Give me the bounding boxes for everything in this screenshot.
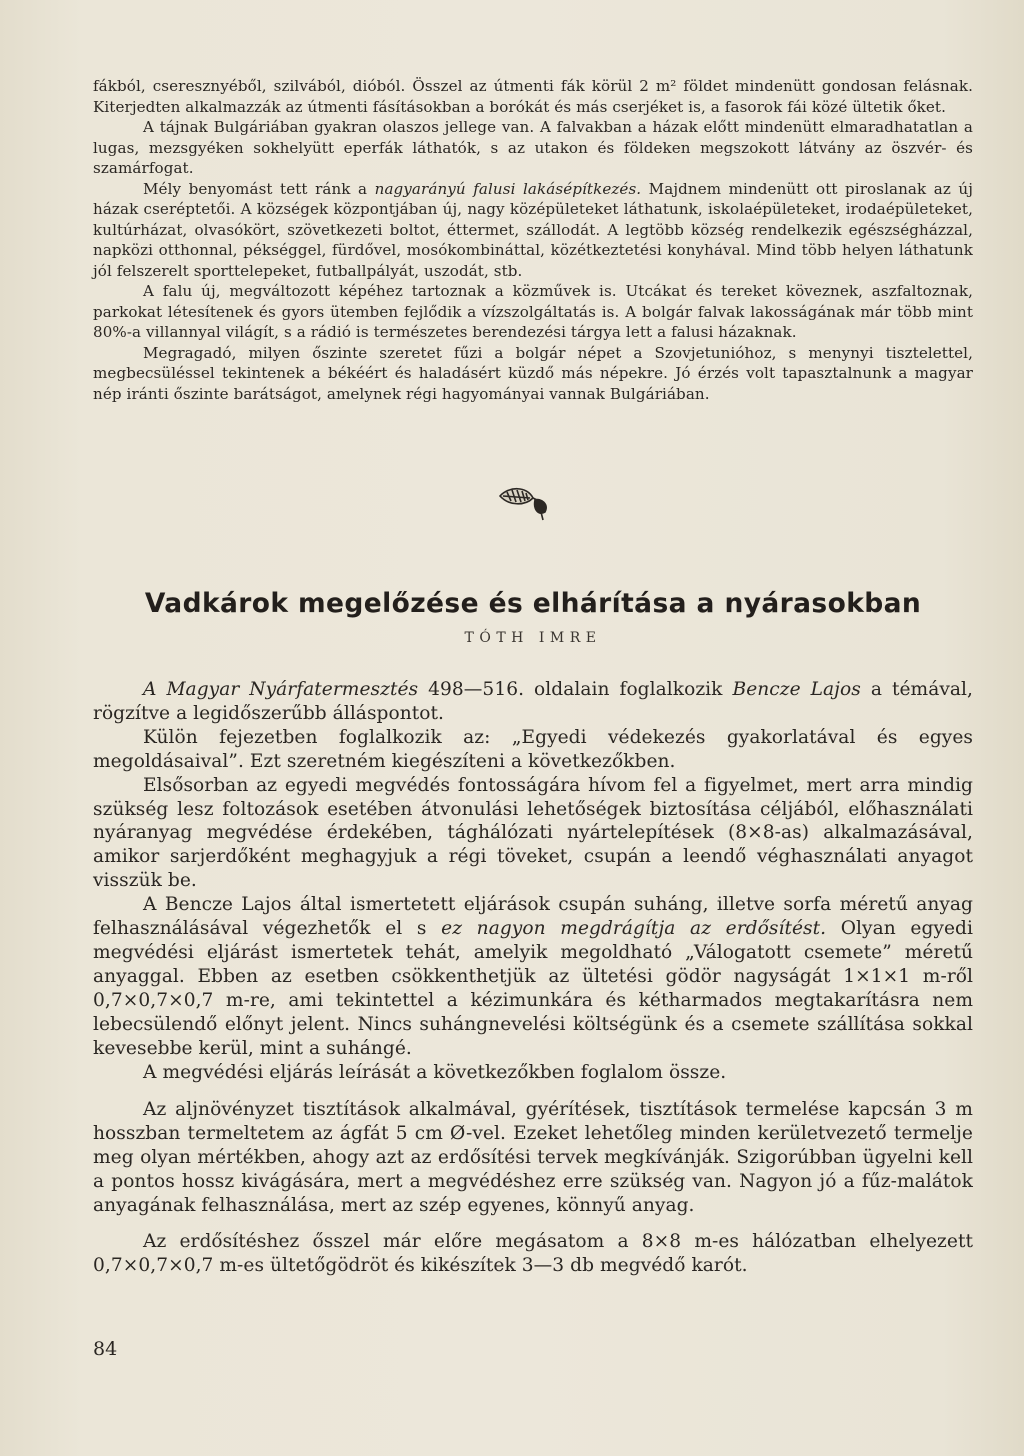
previous-article-text: [93, 76, 973, 404]
paragraph: A megvédési eljárás leírását a következőkben foglalom össze.: [143, 1061, 727, 1083]
paragraph: A tájnak Bulgáriában gyakran olaszos jellege van. A falvakban a házak előtt mindenütt elmaradhatatlan a lugas, mezsgyéken sokhelyütt eperfák láthatók, s az utakon és földeken megszokott látvány az öszvér- és szamárfogat.: [93, 118, 973, 177]
emphasis: Bencze Lajos: [732, 679, 861, 700]
article-title: Vadkárok megelőzése és elhárítása a nyárasokban: [144, 588, 922, 619]
article-body: [93, 678, 973, 1278]
paragraph: Megragadó, milyen őszinte szeretet fűzi a bolgár népet a Szovjetunióhoz, s menynyi tisztelettel, megbecsüléssel tekintenek a békéért és haladásért küzdő más népekre. Jó érzés volt tapasztalnunk a magyar nép iránti őszinte barátságot, amelynek régi hagyományai vannak Bulgáriában.: [93, 343, 973, 403]
text-run: Majdnem mindenütt ott piroslanak az új házak cseréptetői. A községek központjában új, nagy középületeket láthatunk, iskolaépületeket, irodaépületeket, kultúrházat, olvasókört, szövetkezeti boltot, éttermet, szállodát. A legtöbb község rendelkezik egészségházzal, napközi otthonnal, pékséggel, fürdővel, mosókombináttal, közétkeztetési konyhával. Mind több helyen láthatunk jól felszerelt sporttelepeket, futballpályát, uszodát, stb.: [93, 179, 973, 280]
text-run: A Bencze Lajos által ismertetett eljárások csupán suháng, illetve sorfa méretű anyag felhasználásával végezhetők el s: [93, 894, 973, 940]
paragraph: Külön fejezetben foglalkozik az: „Egyedi védekezés gyakorlatával és egyes megoldásaival”. Ezt szeretném kiegészíteni a következőkben.: [93, 726, 973, 772]
emphasis: nagyarányú falusi lakásépítkezés.: [374, 179, 642, 198]
text-run: Mély benyomást tett ránk a: [143, 179, 375, 198]
text-run: Olyan egyedi megvédési eljárást ismertetek tehát, amelyik megoldható „Válogatott csemete” méretű anyaggal. Ebben az esetben csökkenthetjük az ültetési gödör nagyságát 1×1×1 m-ről 0,7×0,7×0,7 m-re, ami tekintettel a kézimunkára és kétharmados megtakarításra nem lebecsülendő előnyt jelent. Nincs suhángnevelési költségünk és a csemete szállítása sokkal kevesebbe kerül, mint a suhángé.: [93, 918, 973, 1059]
emphasis: ez nagyon megdrágítja az erdősítést.: [441, 918, 827, 940]
paragraph: Az aljnövényzet tisztítások alkalmával, gyérítések, tisztítások termelése kapcsán 3 m hosszban termeltetem az ágfát 5 cm Ø-vel. Ezeket lehetőleg minden kerületvezető termelje meg olyan mértékben, ahogy azt az erdősítési tervek megkívánják. Szigorúbban ügyelni kell a pontos hossz kivágására, mert a megvédéshez erre szükség van. Nagyon jó a fűz-malátok anyagának felhasználása, mert az szép egyenes, könnyű anyag.: [93, 1099, 973, 1217]
paragraph: A falu új, megváltozott képéhez tartoznak a közművek is. Utcákat és tereket köveznek, aszfaltoznak, parkokat létesítenek és gyors ütemben fejlődik a vízszolgáltatás is. A bolgár falvak lakosságának már több mint 80%-a villannyal világít, s a rádió is természetes berendezési tárgya lett a falusi házaknak.: [93, 282, 973, 341]
page-number: 84: [93, 1338, 118, 1360]
paragraph: Az erdősítéshez ősszel már előre megásatom a 8×8 m-es hálózatban elhelyezett 0,7×0,7×0,7 m-es ültetőgödröt és kikészítek 3—3 db megvédő karót.: [93, 1230, 973, 1276]
text-run: a témával, rögzítve a legidőszerűbb álláspontot.: [93, 679, 973, 724]
paragraph: [93, 179, 973, 282]
text-run: 498—516. oldalain foglalkozik: [418, 679, 733, 700]
paragraph: Elsősorban az egyedi megvédés fontosságára hívom fel a figyelmet, mert arra mindig szükség lesz foltozások esetében átvonulási lehetőségek biztosítása céljából, előhasználati nyáranyag megvédése érdekében, tághálózati nyártelepítések (8×8-as) alkalmazásával, amikor sarjerdőként meghagyjuk a régi töveket, csupán a leendő véghasználati anyagot visszük be.: [93, 774, 973, 892]
leaf-ornament-icon: [497, 484, 553, 524]
emphasis: A Magyar Nyárfatermesztés: [143, 679, 419, 700]
paragraph: [93, 678, 973, 726]
paragraph: fákból, cseresznyéből, szilvából, dióból. Összel az útmenti fák körül 2 m² földet mindenütt gondosan felásnak. Kiterjedten alkalmazzák az útmenti fásításokban a borókát és más cserjéket is, a fasorok fái közé ültetik őket.: [93, 77, 973, 116]
article-author: TÓTH IMRE: [464, 630, 602, 646]
paragraph: [93, 893, 973, 1060]
